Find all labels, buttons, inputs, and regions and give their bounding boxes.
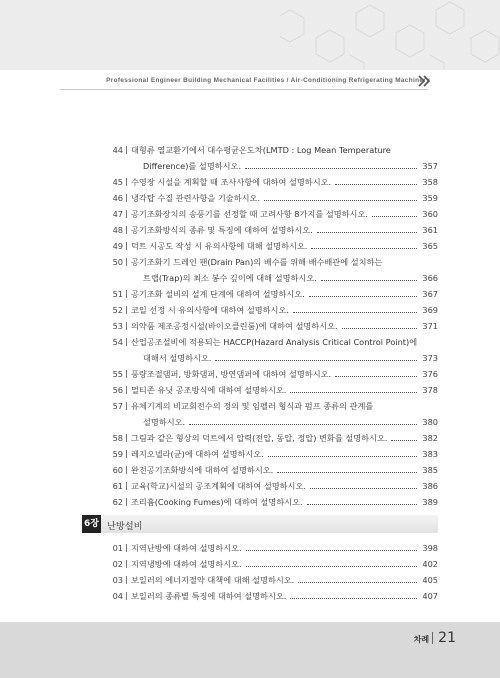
entry-title: [131, 497, 438, 513]
entry-title-line: 공기조화기 드레인 팬(Drain Pan)의 배수를 위해 배수배관에 설치하는: [131, 257, 383, 267]
entry-title: [131, 575, 438, 591]
entry-number: 56: [112, 385, 123, 395]
entry-title: [131, 337, 438, 369]
entry-title: [131, 369, 438, 385]
entry-separator: [126, 146, 127, 154]
entry-separator: [126, 434, 127, 442]
entry-number: 51: [112, 289, 123, 299]
leader-dots: [189, 424, 417, 425]
entry-number: 04: [112, 591, 123, 601]
entry-page: 365: [422, 241, 438, 251]
entry-page: 385: [422, 465, 438, 475]
entry-separator: [126, 466, 127, 474]
entry-number: 44: [112, 145, 123, 155]
entry-separator: [126, 322, 127, 330]
page-number: 21: [438, 630, 456, 646]
entry-title-line: 지역냉방에 대하여 설명하시오.: [131, 559, 242, 569]
entry-number: 03: [112, 575, 123, 585]
entry-separator: [126, 258, 127, 266]
entry-number: 57: [112, 401, 123, 411]
entry-separator: [126, 178, 127, 186]
entry-title-line: 조리흄(Cooking Fumes)에 대하여 설명하시오.: [131, 497, 303, 507]
leader-dots: [321, 280, 417, 281]
entry-page: 367: [422, 289, 438, 299]
entry-number: 62: [112, 497, 123, 507]
entry-title-line: 보일러의 종류별 특징에 대하여 설명하시오.: [131, 591, 287, 601]
entry-number: 61: [112, 481, 123, 491]
entry-title-line: 의약품 제조공정시설(바이오클린룸)에 대하여 설명하시오.: [131, 321, 338, 331]
entry-title-line: 코일 선정 시 유의사항에 대하여 설명하시오.: [131, 305, 289, 315]
entry-title: [131, 401, 438, 433]
entry-title: [131, 225, 438, 241]
entry-page: 376: [422, 369, 438, 379]
entry-number: 53: [112, 321, 123, 331]
entry-title-line: 수영장 시설을 계획할 때 조사사항에 대하여 설명하시오.: [131, 177, 332, 187]
entry-separator: [126, 498, 127, 506]
entry-title: [131, 449, 438, 465]
leader-dots: [246, 550, 417, 551]
leader-dots: [372, 216, 417, 217]
leader-dots: [290, 598, 417, 599]
entry-title: [131, 177, 438, 193]
entry-separator: [126, 560, 127, 568]
entry-page: 357: [422, 161, 438, 171]
leader-dots: [311, 248, 417, 249]
entry-title: [131, 193, 438, 209]
entry-page: 378: [422, 385, 438, 395]
entry-number: 54: [112, 337, 123, 347]
entry-page: 398: [422, 543, 438, 553]
entry-title-line: 지역난방에 대하여 설명하시오.: [131, 543, 242, 553]
entry-number: 02: [112, 559, 123, 569]
entry-title: [131, 321, 438, 337]
chapter-heading: [82, 515, 438, 533]
leader-dots: [310, 488, 417, 489]
entry-number: 48: [112, 225, 123, 235]
entry-separator: [126, 226, 127, 234]
entry-number: 47: [112, 209, 123, 219]
entry-title: [131, 145, 438, 177]
entry-separator: [126, 544, 127, 552]
entry-separator: [126, 482, 127, 490]
leader-dots: [290, 392, 417, 393]
entry-number: 58: [112, 433, 123, 443]
leader-dots: [246, 566, 417, 567]
entry-separator: [126, 370, 127, 378]
entry-page: 369: [422, 305, 438, 315]
entry-separator: [126, 194, 127, 202]
entry-title-line: 완전공기조화방식에 대하여 설명하시오.: [131, 465, 274, 475]
entry-title: [131, 543, 438, 559]
entry-title: [131, 465, 438, 481]
entry-page: 389: [422, 497, 438, 507]
entry-separator: [126, 386, 127, 394]
entry-separator: [126, 576, 127, 584]
entry-title-line: 공기조화장치의 송풍기를 선정할 때 고려사항 8가지를 설명하시오.: [131, 209, 368, 219]
entry-title-line: 설명하시오.: [143, 417, 186, 427]
entry-number: 52: [112, 305, 123, 315]
entry-title-line: 덕트 시공도 작성 시 유의사항에 대해 설명하시오.: [131, 241, 308, 251]
entry-page: 361: [422, 225, 438, 235]
leader-dots: [335, 184, 417, 185]
leader-dots: [317, 232, 417, 233]
entry-number: 46: [112, 193, 123, 203]
entry-separator: [126, 306, 127, 314]
entry-title-line: 그림과 같은 형상의 덕트에서 압력(전압, 동압, 정압) 변화를 설명하시오.: [131, 433, 388, 443]
footer-divider: [432, 632, 433, 644]
entry-title: [131, 241, 438, 257]
leader-dots: [215, 360, 417, 361]
entry-title: [131, 257, 438, 289]
entry-separator: [126, 338, 127, 346]
entry-title: [131, 289, 438, 305]
leader-dots: [293, 312, 417, 313]
entry-page: 380: [422, 417, 438, 427]
entry-title-line: 산업공조설비에 적용되는 HACCP(Hazard Analysis Critical Control Point)에: [131, 337, 418, 347]
entry-number: 45: [112, 177, 123, 187]
entry-page: 383: [422, 449, 438, 459]
entry-separator: [126, 402, 127, 410]
entry-separator: [126, 450, 127, 458]
entry-title-line: 레지오넬라(균)에 대하여 설명하시오.: [131, 449, 264, 459]
running-title: Professional Engineer Building Mechanical Facilities / Air-Conditioning Refrigerating Machinery: [106, 77, 430, 84]
entry-separator: [126, 592, 127, 600]
entry-title: [131, 385, 438, 401]
entry-page: 407: [422, 591, 438, 601]
decorative-pattern: [280, 0, 500, 70]
entry-title: [131, 209, 438, 225]
leader-dots: [298, 582, 417, 583]
entry-title-line: 멀티존 유닛 공조방식에 대하여 설명하시오.: [131, 385, 287, 395]
page-footer: [414, 630, 456, 646]
entry-title-line: 교육(학교)시설의 공조계획에 대하여 설명하시오.: [131, 481, 306, 491]
entry-page: 386: [422, 481, 438, 491]
leader-dots: [391, 440, 417, 441]
chapter-title: 난방설비: [107, 521, 143, 532]
entry-title: [131, 305, 438, 321]
entry-title-line: 풍량조절댐퍼, 방화댐퍼, 방연댐퍼에 대하여 설명하시오.: [131, 369, 332, 379]
leader-dots: [307, 504, 417, 505]
entry-title-line: 보일러의 에너지절약 대책에 대해 설명하시오.: [131, 575, 295, 585]
footer-label: 차례: [413, 635, 430, 644]
entry-title-line: Difference)를 설명하시오.: [143, 161, 242, 171]
entry-number: 59: [112, 449, 123, 459]
entry-separator: [126, 242, 127, 250]
entry-page: 405: [422, 575, 438, 585]
leader-dots: [268, 456, 417, 457]
chevron-right-icon: [418, 75, 432, 87]
leader-dots: [264, 200, 417, 201]
entry-number: 01: [112, 543, 123, 553]
entry-page: 358: [422, 177, 438, 187]
chapter-bar: [101, 515, 438, 533]
top-band: [0, 0, 500, 70]
entry-page: 402: [422, 559, 438, 569]
entry-page: 373: [422, 353, 438, 363]
entry-title-line: 공기조화방식의 종류 및 특징에 대하여 설명하시오.: [131, 225, 313, 235]
entry-page: 371: [422, 321, 438, 331]
entry-page: 360: [422, 209, 438, 219]
leader-dots: [277, 472, 417, 473]
entry-title-line: 트랩(Trap)의 최소 봉수 깊이에 대해 설명하시오.: [143, 273, 317, 283]
entry-page: 366: [422, 273, 438, 283]
entry-number: 55: [112, 369, 123, 379]
entry-page: 359: [422, 193, 438, 203]
leader-dots: [309, 296, 417, 297]
chapter-badge: 6장: [82, 515, 101, 533]
entry-title: [131, 591, 438, 607]
entry-separator: [126, 210, 127, 218]
leader-dots: [335, 376, 417, 377]
entry-number: 60: [112, 465, 123, 475]
entry-title-line: 냉각탑 수질 관련사항을 기술하시오.: [131, 193, 261, 203]
entry-page: 382: [422, 433, 438, 443]
entry-separator: [126, 290, 127, 298]
entry-title-line: 대형류 열교환기에서 대수평균온도차(LMTD : Log Mean Temperature: [131, 145, 391, 155]
entry-number: 50: [112, 257, 123, 267]
entry-title-line: 유체기계의 비교회전수의 정의 및 임펠러 형식과 펌프 종류의 관계를: [131, 401, 374, 411]
entry-title: [131, 433, 438, 449]
entry-title-line: 공기조화 설비의 설계 단계에 대하여 설명하시오.: [131, 289, 305, 299]
entry-title: [131, 559, 438, 575]
leader-dots: [245, 168, 417, 169]
entry-title-line: 대해서 설명하시오.: [143, 353, 212, 363]
leader-dots: [342, 328, 417, 329]
entry-title: [131, 481, 438, 497]
entry-number: 49: [112, 241, 123, 251]
